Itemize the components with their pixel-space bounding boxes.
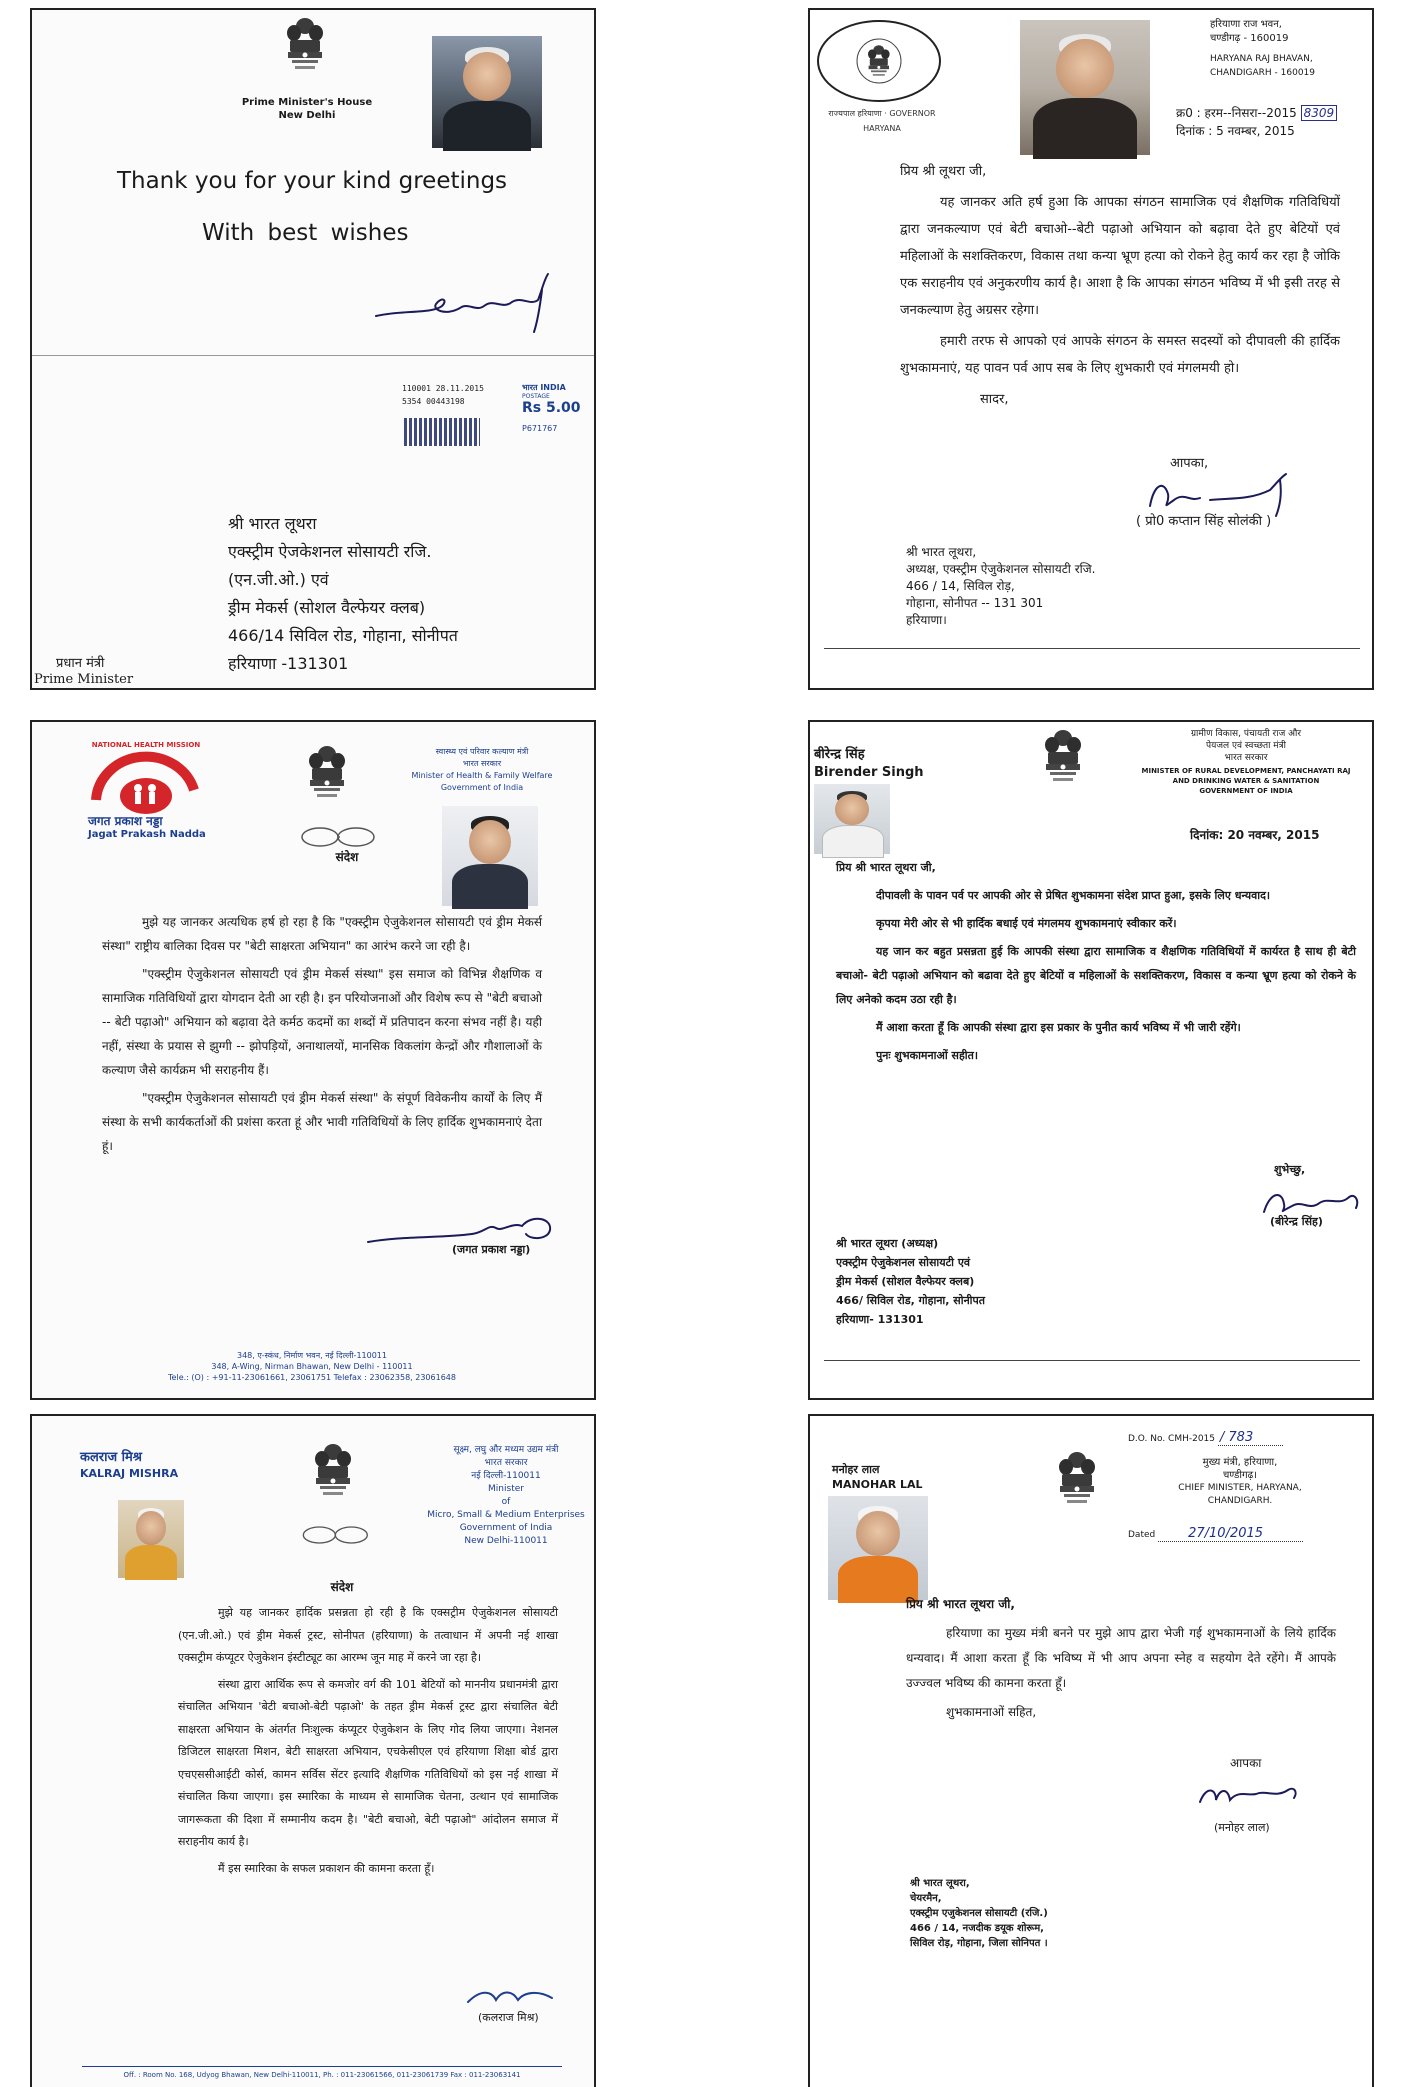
postal-stamp	[402, 382, 582, 452]
governor-photo	[1020, 20, 1150, 155]
cm-dated-hand: 27/10/2015	[1158, 1526, 1303, 1542]
nhm-logo-icon	[86, 750, 206, 820]
health-para: "एक्स्ट्रीम ऐजुकेशनल सोसायटी एवं ड्रीम मेकर्स संस्था" के संपूर्ण विवेकनीय कार्यों के लिए मैं संस्था के सभी कार्यकर्ताओं की प्रशंसा करता हूं और भावी गतिविधियों के लिए हार्दिक शुभकामनाएं देता हूं।	[102, 1091, 542, 1153]
swachh-bharat-icon	[298, 1520, 378, 1550]
rural-ministry-hindi: ग्रामीण विकास, पंचायती राज और	[1190, 729, 1301, 739]
rural-date: दिनांक: 20 नवम्बर, 2015	[1190, 828, 1320, 842]
governor-ref-hand: 8309	[1301, 105, 1338, 121]
pm-photo	[432, 36, 542, 148]
postal-line-1: 110001 28.11.2015	[402, 384, 484, 393]
msme-ministry-line: Government of India	[459, 1523, 553, 1533]
msme-ministry-line: Minister	[488, 1484, 524, 1494]
swachh-bharat-icon	[296, 822, 386, 852]
address-line: ड्रीम मेकर्स (सोशल वैल्फेयर क्लब)	[228, 598, 426, 617]
health-ministry-hindi: स्वास्थ्य एवं परिवार कल्याण मंत्री	[435, 747, 529, 756]
address-line: हरियाणा।	[906, 613, 947, 627]
rural-minister-card	[808, 720, 1374, 1400]
chief-minister-card	[808, 1414, 1374, 2087]
pm-footer-english: Prime Minister	[34, 672, 134, 687]
msme-ministry-line: भारत सरकार	[484, 1458, 528, 1468]
address-line: 466/ सिविल रोड, गोहाना, सोनीपत	[836, 1294, 986, 1307]
address-line: श्री भारत लूथरा (अध्यक्ष)	[836, 1237, 939, 1250]
postage-label: POSTAGE	[522, 393, 550, 400]
governor-signature	[1140, 470, 1300, 520]
cm-dated-label: Dated	[1128, 1530, 1156, 1540]
msme-para: मैं इस स्मारिका के सफल प्रकाशन की कामना करता हूँ।	[218, 1861, 435, 1875]
governor-saadar: सादर,	[980, 392, 1009, 407]
governor-ref: क्र0 : हरम--निसरा--2015	[1176, 106, 1297, 120]
governor-letter-card	[808, 8, 1374, 690]
governor-header-line: हरियाणा राज भवन,	[1210, 19, 1282, 30]
rural-ministry-hindi: पेयजल एवं स्वच्छता मंत्री	[1206, 741, 1286, 751]
postage-amount: Rs 5.00	[522, 400, 581, 416]
address-line: गोहाना, सोनीपत -- 131 301	[906, 596, 1044, 610]
msme-footer: Off. : Room No. 168, Udyog Bhawan, New Delhi-110011, Ph. : 011-23061566, 011-23061739 Fax : 011-23063141	[123, 2071, 521, 2079]
rural-para: मैं आशा करता हूँ कि आपकी संस्था द्वारा इस प्रकार के पुनीत कार्य भविष्य में भी जारी रहेंगे।	[876, 1021, 1241, 1034]
cm-name-english: MANOHAR LAL	[832, 1478, 923, 1491]
address-line: 466/14 सिविल रोड, गोहाना, सोनीपत	[228, 626, 458, 645]
address-line: (एन.जी.ओ.) एवं	[228, 570, 329, 589]
address-line: ड्रीम मेकर्स (सोशल वैल्फेयर क्लब)	[836, 1275, 975, 1288]
msme-signatory: (कलराज मिश्र)	[478, 2011, 539, 2024]
msme-para: संस्था द्वारा आर्थिक रूप से कमजोर वर्ग की 101 बेटियों को माननीय प्रधानमंत्री द्वारा संचालित अभियान 'बेटी बचाओ-बेटी पढ़ाओ' के तहत ड्रीम मेकर्स ट्रस्ट द्वारा संचालित बेटी साक्षरता अभियान के अंतर्गत निःशुल्क कंप्यूटर ऐजुकेशन के लिए गोद लिया जाएगा। नेशनल डिजिटल साक्षरता मिशन, बेटी साक्षरता अभियान, एचकेसीएल एवं हरियाणा शिक्षा बोर्ड द्वारा एचएससीआईटी कोर्स, कामन सर्विस सेंटर इत्यादि शैक्षणिक गतिविधियों को इस नई शाखा में संचालित किया जाएगा। इस स्मारिका के माध्यम से सामाजिक चेतना, उत्थान एवं सामाजिक जागरूकता की दिशा में सम्मानीय कदम है। "बेटी बचाओ, बेटी पढ़ाओ" आंदोलन समाज में सराहनीय कार्य है।	[178, 1677, 558, 1848]
msme-ministry-line: of	[501, 1497, 511, 1507]
msme-signature	[462, 1982, 562, 2012]
health-ministry-english: Minister of Health & Family Welfare	[411, 771, 553, 780]
health-ministry-english: Government of India	[440, 783, 524, 792]
cm-signature	[1194, 1776, 1304, 1816]
national-emblem-icon	[304, 744, 350, 802]
rural-closing: शुभेच्छु,	[1274, 1163, 1306, 1176]
health-para: मुझे यह जानकर अत्यधिक हर्ष हो रहा है कि "एक्स्ट्रीम ऐजुकेशनल सोसायटी एवं ड्रीम मेकर्स संस्था" राष्ट्रीय बालिका दिवस पर "बेटी साक्षरता अभियान" का आरंभ करने जा रही है।	[102, 915, 542, 953]
msme-ministry-line: New Delhi-110011	[464, 1536, 548, 1546]
cm-do-hand: / 783	[1218, 1430, 1283, 1446]
address-line: 466 / 14, सिविल रोड़,	[906, 579, 1015, 593]
rural-para: दीपावली के पावन पर्व पर आपकी ओर से प्रेषित शुभकामना संदेश प्राप्त हुआ, इसके लिए धन्यवाद।	[876, 889, 1271, 902]
rural-para: यह जान कर बहुत प्रसन्नता हुई कि आपकी संस्था द्वारा सामाजिक व शैक्षणिक गतिविधियों में कार्यरत है साथ ही बेटी बचाओ- बेटी पढ़ाओ अभियान को बढावा देते हुए बेटियों व महिलाओं के सशक्तिकरण, विकास व कन्या भ्रूण हत्या को रोकने के लिए अनेको कदम उठा रही है।	[836, 945, 1356, 1006]
rural-ministry-english: MINISTER OF RURAL DEVELOPMENT, PANCHAYATI RAJ	[1141, 767, 1351, 775]
health-footer-line: 348, A-Wing, Nirman Bhawan, New Delhi - 110011	[211, 1362, 413, 1371]
postal-line-2: 5354 00443198	[402, 397, 465, 406]
msme-ministry-line: Micro, Small & Medium Enterprises	[427, 1510, 585, 1520]
cm-salutation: प्रिय श्री भारत लूथरा जी,	[906, 1597, 1015, 1611]
governor-header-en: HARYANA RAJ BHAVAN,	[1210, 54, 1313, 64]
pm-footer-hindi: प्रधान मंत्री	[56, 656, 105, 671]
cm-signatory: (मनोहर लाल)	[1214, 1821, 1270, 1834]
postal-qr	[404, 418, 480, 446]
address-line: श्री भारत लूथरा,	[906, 545, 977, 559]
rural-bottom-line	[824, 1360, 1360, 1361]
cm-do-number: D.O. No. CMH-2015	[1128, 1434, 1216, 1444]
pm-house-label: Prime Minister's House	[241, 97, 373, 108]
cm-name-hindi: मनोहर लाल	[832, 1463, 880, 1476]
postal-india-label: भारत INDIA	[522, 383, 566, 392]
cm-office-line: CHANDIGARH.	[1207, 1496, 1273, 1506]
cm-aapka: आपका	[1230, 1756, 1262, 1770]
health-minister-card	[30, 720, 596, 1400]
governor-header-line: चण्डीगढ़ - 160019	[1210, 33, 1289, 44]
health-para: "एक्स्ट्रीम ऐजुकेशनल सोसायटी एवं ड्रीम मेकर्स संस्था" इस समाज को विभिन्न शैक्षणिक व सामाजिक गतिविधियों द्वारा योगदान देती आ रही है। इन परियोजनाओं और विशेष रूप से "बेटी बचाओ -- बेटी पढ़ाओ" अभियान को बढ़ावा देते कर्मठ कदमों का शब्दों में प्रतिपादन करना संभव नहीं है। यही नहीं, संस्था के प्रयास से झुग्गी -- झोपड़ियों, अनाथालयों, मानसिक विकलांग केन्द्रों और गौशालाओं के कल्याण जैसे कार्यक्रम भी सराहनीय हैं।	[102, 967, 542, 1077]
governor-date: दिनांक : 5 नवम्बर, 2015	[1176, 124, 1295, 138]
msme-name-english: KALRAJ MISHRA	[80, 1467, 179, 1480]
pm-address-block	[228, 510, 558, 678]
msme-minister-photo	[118, 1500, 184, 1578]
governor-header-en: CHANDIGARH - 160019	[1210, 68, 1316, 78]
msme-footer-rule	[82, 2066, 562, 2067]
rural-salutation: प्रिय श्री भारत लूथरा जी,	[836, 861, 936, 874]
address-line: श्री भारत लूथरा,	[910, 1878, 970, 1889]
governor-seal-text: राज्यपाल हरियाणा · GOVERNOR HARYANA	[828, 109, 936, 133]
health-ministry-hindi: भारत सरकार	[462, 759, 502, 768]
address-line: चेयरमैन,	[910, 1893, 942, 1904]
governor-aapka: आपका,	[1170, 456, 1209, 471]
governor-signatory: ( प्रो0 कप्तान सिंह सोलंकी )	[1136, 514, 1272, 529]
cm-office-line: CHIEF MINISTER, HARYANA,	[1178, 1483, 1302, 1493]
address-line: अध्यक्ष, एक्स्ट्रीम ऐजुकेशनल सोसायटी रजि.	[906, 562, 1096, 576]
health-name-hindi: जगत प्रकाश नड्डा	[88, 814, 163, 828]
cm-para: शुभकामनाओं सहित,	[946, 1705, 1037, 1719]
pm-signature	[372, 270, 562, 340]
national-emblem-icon	[1054, 1450, 1100, 1508]
rural-name-english: Birender Singh	[814, 765, 924, 780]
pm-wishes-text: With best wishes	[202, 220, 409, 246]
address-line: हरियाणा- 131301	[836, 1313, 924, 1326]
pm-greeting-card	[30, 8, 596, 690]
health-footer-line: 348, ए-स्कंध, निर्माण भवन, नई दिल्ली-110011	[237, 1351, 387, 1360]
postal-code: P671767	[522, 424, 558, 433]
pm-city-label: New Delhi	[278, 110, 336, 121]
cm-office-line: चण्डीगढ़।	[1222, 1470, 1258, 1481]
rural-para: कृपया मेरी ओर से भी हार्दिक बधाई एवं मंगलमय शुभकामनाएं स्वीकार करें।	[876, 917, 1177, 930]
address-line: श्री भारत लूथरा	[228, 514, 317, 533]
cm-office-line: मुख्य मंत्री, हरियाणा,	[1202, 1457, 1278, 1468]
msme-ministry-line: नई दिल्ली-110011	[471, 1471, 541, 1481]
address-line: एक्स्ट्रीम ऐजकेशनल सोसायटी रजि.	[228, 542, 432, 561]
msme-sandesh: संदेश	[330, 1580, 354, 1594]
address-line: एक्स्ट्रीम एजुकेशनल सोसायटी (रजि.)	[910, 1908, 1048, 1919]
address-line: सिविल रोड़, गोहाना, जिला सोनिपत ।	[910, 1938, 1048, 1949]
governor-bottom-line	[824, 648, 1360, 649]
msme-para: मुझे यह जानकर हार्दिक प्रसन्नता हो रही है कि एक्सट्रीम ऐजुकेशनल सोसायटी (एन.जी.ओ.) एवं ड्रीम मेकर्स ट्रस्ट, सोनीपत (हरियाणा) के तत्वाधान में अपनी नई शाखा एक्सट्रीम कंप्यूटर ऐजुकेशन इंस्टीट्यूट का आरम्भ जून माह में करने जा रहा है।	[178, 1606, 558, 1664]
health-footer-line: Tele.: (O) : +91-11-23061661, 23061751 Telefax : 23062358, 23061648	[168, 1373, 456, 1382]
rural-ministry-english: GOVERNMENT OF INDIA	[1199, 787, 1293, 795]
health-name-english: Jagat Prakash Nadda	[88, 829, 206, 840]
national-emblem-icon	[1040, 728, 1086, 786]
health-minister-photo	[442, 806, 538, 906]
rural-para: पुनः शुभकामनाओं सहीत।	[876, 1049, 979, 1062]
address-line: 466 / 14, नजदीक डयूक शोरूम,	[910, 1923, 1044, 1934]
rural-signatory: (बीरेन्द्र सिंह)	[1270, 1215, 1323, 1228]
msme-name-hindi: कलराज मिश्र	[80, 1450, 142, 1465]
pm-thanks-text: Thank you for your kind greetings	[116, 168, 508, 194]
address-line: एक्स्ट्रीम ऐजुकेशनल सोसायटी एवं	[836, 1256, 971, 1269]
rural-ministry-hindi: भारत सरकार	[1224, 753, 1268, 763]
governor-salutation: प्रिय श्री लूथरा जी,	[900, 164, 987, 179]
msme-minister-card	[30, 1414, 596, 2087]
governor-para: यह जानकर अति हर्ष हुआ कि आपका संगठन सामाजिक एवं शैक्षणिक गतिविधियों द्वारा जनकल्याण एवं बेटी बचाओ--बेटी पढ़ाओ अभियान को बढ़ावा देते हुए बेटियों एवं महिलाओं के सशक्तिकरण, विकास तथा कन्या भ्रूण हत्या को रोकने हेतु कार्य कर रहा है जोकि एक सराहनीय एवं अनुकरणीय कार्य है। आशा है कि आपका संगठन भविष्य में भी इसी तरह से जनकल्याण हेतु अग्रसर रहेगा।	[900, 195, 1340, 318]
cm-para: हरियाणा का मुख्य मंत्री बनने पर मुझे आप द्वारा भेजी गई शुभकामनाओं के लिये हार्दिक धन्यवाद। मैं आशा करता हूँ कि भविष्य में भी आप अपना स्नेह व सहयोग देते रहेंगे। मैं आपके उज्ज्वल भविष्य की कामना करता हूँ।	[906, 1626, 1336, 1690]
health-sandesh: संदेश	[335, 850, 359, 864]
fold-line	[32, 355, 596, 356]
governor-seal-icon	[814, 16, 944, 106]
msme-ministry-line: सूक्ष्म, लघु और मध्यम उद्यम मंत्री	[453, 1445, 559, 1455]
rural-minister-photo	[814, 784, 890, 854]
health-signatory: (जगत प्रकाश नड्डा)	[452, 1243, 531, 1256]
rural-ministry-english: AND DRINKING WATER & SANITATION	[1172, 777, 1320, 785]
nhm-logo-text: NATIONAL HEALTH MISSION	[91, 741, 201, 749]
national-emblem-icon	[310, 1442, 356, 1500]
governor-para: हमारी तरफ से आपको एवं आपके संगठन के समस्त सदस्यों को दीपावली की हार्दिक शुभकामनाएं, यह पावन पर्व आप सब के लिए शुभकारी एवं मंगलमयी हो।	[900, 334, 1340, 376]
address-line: हरियाणा -131301	[228, 654, 349, 673]
rural-name-hindi: बीरेन्द्र सिंह	[814, 747, 865, 762]
national-emblem-icon	[282, 16, 328, 74]
cm-photo	[828, 1496, 928, 1600]
